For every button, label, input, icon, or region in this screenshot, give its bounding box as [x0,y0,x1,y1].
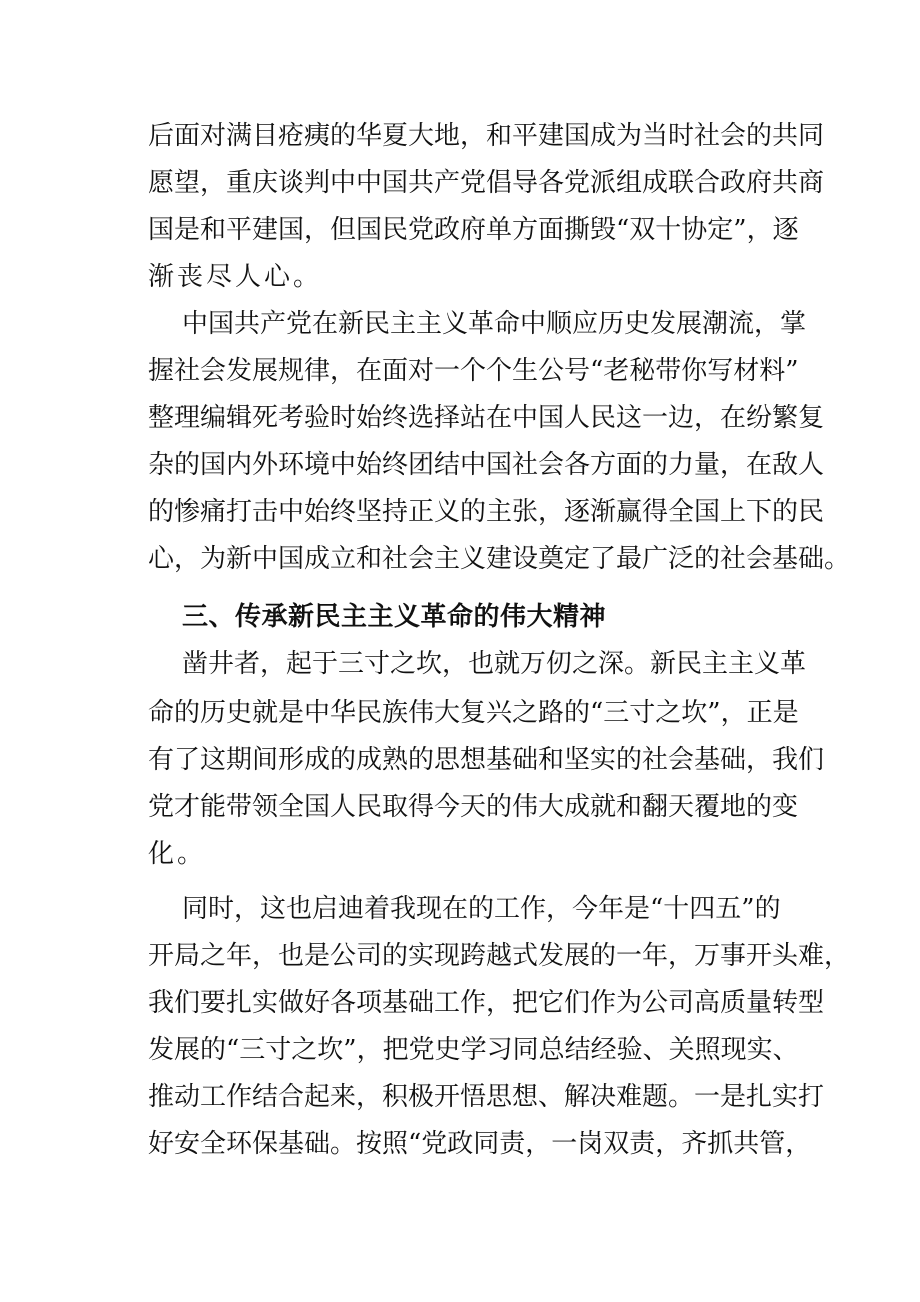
text-line: 我们要扎实做好各项基础工作，把它们作为公司高质量转型 [148,988,825,1018]
text-line: 杂的国内外环境中始终团结中国社会各方面的力量，在敌人 [148,450,825,480]
text-line: 整理编辑死考验时始终选择站在中国人民这一边，在纷繁复 [148,403,825,433]
section-heading: 三、传承新民主主义革命的伟大精神 [182,602,607,632]
text-line: 心，为新中国成立和社会主义建设奠定了最广泛的社会基础。 [148,544,851,574]
text-line: 中国共产党在新民主主义革命中顺应历史发展潮流，掌 [182,309,807,339]
text-line: 后面对满目疮痍的华夏大地，和平建国成为当时社会的共同 [148,121,825,151]
text-line: 发展的“三寸之坎”，把党史学习同总结经验、关照现实、 [148,1035,799,1065]
text-line: 化。 [148,839,207,869]
text-line: 有了这期间形成的成熟的思想基础和坚实的社会基础，我们 [148,745,825,775]
text-line: 的惨痛打击中始终坚持正义的主张，逐渐赢得全国上下的民 [148,497,825,527]
text-line: 渐丧尽人心。 [148,262,323,292]
text-line: 凿井者，起于三寸之坎，也就万仞之深。新民主主义革 [182,649,807,679]
text-line: 愿望，重庆谈判中中国共产党倡导各党派组成联合政府共商 [148,168,825,198]
text-line: 命的历史就是中华民族伟大复兴之路的“三寸之坎”，正是 [148,698,799,728]
text-line: 开局之年，也是公司的实现跨越式发展的一年，万事开头难， [148,941,851,971]
text-line: 党才能带领全国人民取得今天的伟大成就和翻天覆地的变 [148,792,799,822]
text-line: 好安全环保基础。按照“党政同责，一岗双责，齐抓共管， [148,1129,812,1159]
text-line: 握社会发展规律，在面对一个个生公号“老秘带你写材料” [148,356,799,386]
text-line: 推动工作结合起来，积极开悟思想、解决难题。一是扎实打 [148,1082,825,1112]
text-line: 同时，这也启迪着我现在的工作，今年是“十四五”的 [182,894,781,924]
text-line: 国是和平建国，但国民党政府单方面撕毁“双十协定”，逐 [148,215,799,245]
